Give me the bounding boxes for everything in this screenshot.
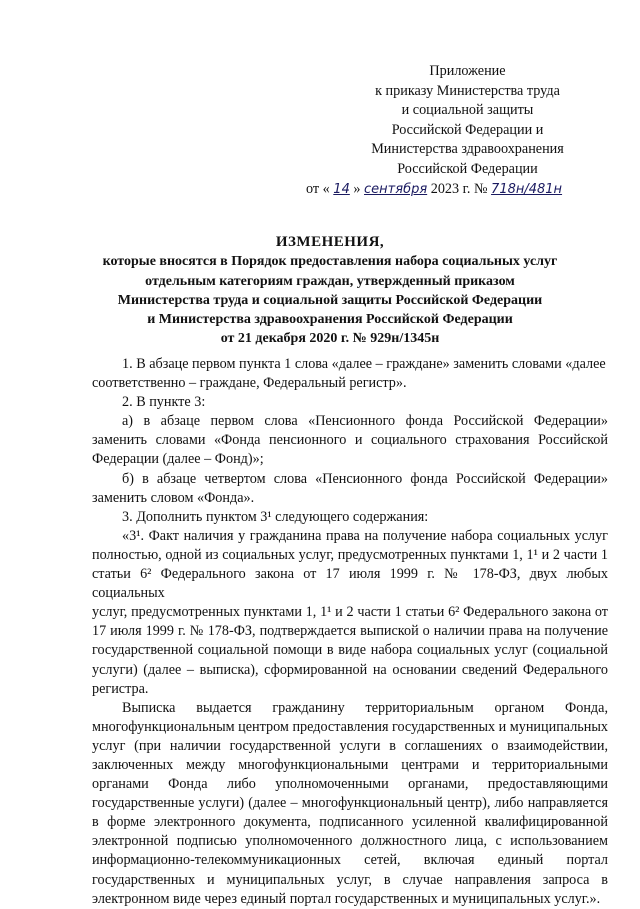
date-mid: »: [353, 181, 361, 197]
body-line: соответственно – граждане, Федеральный регистр».: [92, 375, 407, 392]
heading-line: которые вносятся в Порядок предоставления набора социальных услуг: [102, 254, 558, 270]
document-heading: [70, 233, 590, 349]
heading-title: ИЗМЕНЕНИЯ,: [275, 234, 385, 250]
appendix-line: Приложение: [429, 63, 506, 79]
body-line: услуг, предусмотренных пунктами 1, 1¹ и 2 части 1 статьи 6² Федерального закона от: [92, 604, 608, 621]
body-line: в форме электронного документа, подписанного усиленной квалифицированной: [92, 814, 608, 831]
body-line: 2. В пункте 3:: [122, 394, 206, 411]
body-line: услуги) (далее – выписка), сформированной на основании сведений Федерального: [92, 661, 608, 678]
body-line: органами Фонда либо уполномоченными органами, предоставляющими: [92, 776, 608, 793]
body-line: 17 июля 1999 г. № 178-ФЗ, подтверждается выпиской о наличии права на получение: [92, 623, 608, 640]
appendix-line: к приказу Министерства труда: [375, 82, 560, 99]
body-line: 3. Дополнить пунктом 3¹ следующего содержания:: [122, 508, 429, 525]
appendix-line: Российской Федерации: [397, 160, 538, 177]
body-line: информационно-телекоммуникационных сетей, включая единый портал: [92, 852, 608, 869]
appendix-line: Российской Федерации и: [391, 121, 544, 138]
heading-line: отдельным категориям граждан, утвержденный приказом: [145, 273, 515, 289]
body-line: заменить словом «Фонда».: [92, 489, 255, 506]
heading-line: от 21 декабря 2020 г. № 929н/1345н: [220, 331, 440, 347]
handwritten-day: 14: [333, 182, 350, 197]
appendix-line: Министерства здравоохранения: [371, 141, 564, 157]
body-line: полностью, одной из социальных услуг, предусмотренных пунктами 1, 1¹ и 2 части 1: [92, 546, 608, 563]
body-line: государственной социальной помощи в виде набора социальных услуг (социальной: [92, 642, 608, 659]
body-line: многофункциональным центром предоставления государственных и муниципальных: [92, 718, 608, 735]
heading-line: Министерства труда и социальной защиты Российской Федерации: [117, 292, 543, 308]
body-line: а) в абзаце первом слова «Пенсионного фонда Российской Федерации»: [122, 413, 608, 430]
body-line: государственных и муниципальных услуг, в случае направления запроса в: [92, 871, 608, 888]
handwritten-month: сентября: [364, 182, 428, 197]
body-line: б) в абзаце четвертом слова «Пенсионного фонда Российской Федерации»: [122, 470, 608, 487]
order-date-line: [306, 181, 626, 198]
body-line: Федерации (далее – Фонд)»;: [92, 451, 264, 468]
body-line: регистра.: [92, 680, 149, 697]
body-line: заключенных между многофункциональными центрами и территориальными: [92, 756, 608, 773]
body-line: «3¹. Факт наличия у гражданина права на получение набора социальных услуг: [122, 527, 608, 544]
body-line: статьи 6² Федерального закона от 17 июля 1999 г. № 178-ФЗ, двух любых социальных: [92, 566, 608, 602]
body-line: заменить словами «Фонда пенсионного и социального страхования Российской: [92, 432, 608, 449]
body-line: 1. В абзаце первом пункта 1 слова «далее – граждане» заменить словами «далее: [122, 356, 606, 372]
body-line: услуг (при наличии государственной услуги в соглашениях о взаимодействии,: [92, 737, 608, 754]
year-text: 2023 г. №: [430, 181, 488, 197]
body-line: электронной подписью уполномоченного должностного лица, с использованием: [92, 833, 608, 850]
appendix-line: и социальной защиты: [401, 102, 534, 118]
date-prefix: от «: [306, 181, 330, 197]
document-body: [92, 355, 608, 909]
body-line: государственные услуги) (далее – многофункциональный центр), либо направляется: [92, 795, 608, 812]
handwritten-order-number: 718н/481н: [491, 182, 563, 197]
body-line: Выписка выдается гражданину территориальным органом Фонда,: [122, 699, 608, 716]
body-line: электронном виде через единый портал государственных и муниципальных услуг.».: [92, 890, 601, 907]
heading-line: и Министерства здравоохранения Российской Федерации: [147, 312, 513, 328]
appendix-block: [340, 62, 595, 179]
